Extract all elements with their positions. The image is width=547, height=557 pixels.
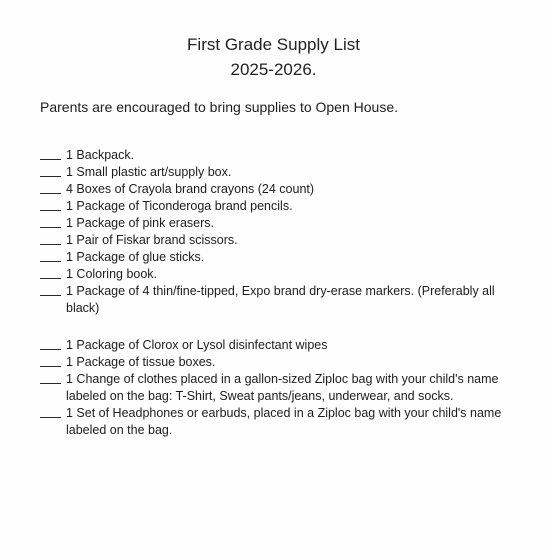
list-item: [40, 283, 520, 317]
list-item-label: 1 Backpack.: [66, 148, 135, 162]
checkbox-blank-line: [40, 266, 63, 283]
list-item: [40, 249, 520, 266]
list-item: [40, 232, 520, 249]
checkbox-blank-line: [40, 181, 63, 198]
checkbox-blank-line: [40, 249, 63, 266]
list-item: [40, 164, 520, 181]
list-item-label: 1 Package of pink erasers.: [66, 216, 214, 230]
list-item-label: 1 Change of clothes placed in a gallon-sized Ziploc bag with your child's name labeled on the bag: T-Shirt, Sweat pants/jeans, underwear, and socks.: [66, 372, 499, 403]
list-item: [40, 215, 520, 232]
list-item-label: 1 Small plastic art/supply box.: [66, 165, 232, 179]
list-item-label: 4 Boxes of Crayola brand crayons (24 count): [66, 182, 315, 196]
checkbox-blank-line: [40, 232, 63, 249]
list-item: [40, 371, 520, 405]
checkbox-blank-line: [40, 147, 63, 164]
document-title: First Grade Supply List: [187, 35, 360, 54]
list-item: [40, 405, 520, 439]
list-item-label: 1 Set of Headphones or earbuds, placed in a Ziploc bag with your child's name labeled on the bag.: [66, 406, 502, 437]
list-item: [40, 337, 520, 354]
checkbox-blank-line: [40, 354, 63, 371]
checkbox-blank-line: [40, 198, 63, 215]
list-item: [40, 147, 520, 164]
checkbox-blank-line: [40, 215, 63, 232]
checkbox-blank-line: [40, 283, 63, 300]
supply-list-group-2: [40, 337, 520, 439]
list-item-label: 1 Package of Clorox or Lysol disinfectant wipes: [66, 338, 328, 352]
list-item: [40, 266, 520, 283]
list-item-label: 1 Pair of Fiskar brand scissors.: [66, 233, 238, 247]
list-item: [40, 181, 520, 198]
list-item: [40, 198, 520, 215]
checkbox-blank-line: [40, 164, 63, 181]
checkbox-blank-line: [40, 371, 63, 388]
list-item-label: 1 Package of Ticonderoga brand pencils.: [66, 199, 293, 213]
list-item-label: 1 Package of tissue boxes.: [66, 355, 216, 369]
list-item-label: 1 Package of 4 thin/fine-tipped, Expo brand dry-erase markers. (Preferably all black): [66, 284, 495, 315]
school-year: 2025-2026.: [230, 60, 317, 79]
list-item-label: 1 Coloring book.: [66, 267, 158, 281]
checkbox-blank-line: [40, 337, 63, 354]
checkbox-blank-line: [40, 405, 63, 422]
supply-list-group-1: [40, 147, 520, 317]
intro-text: Parents are encouraged to bring supplies to Open House.: [40, 99, 399, 115]
list-item-label: 1 Package of glue sticks.: [66, 250, 205, 264]
list-item: [40, 354, 520, 371]
